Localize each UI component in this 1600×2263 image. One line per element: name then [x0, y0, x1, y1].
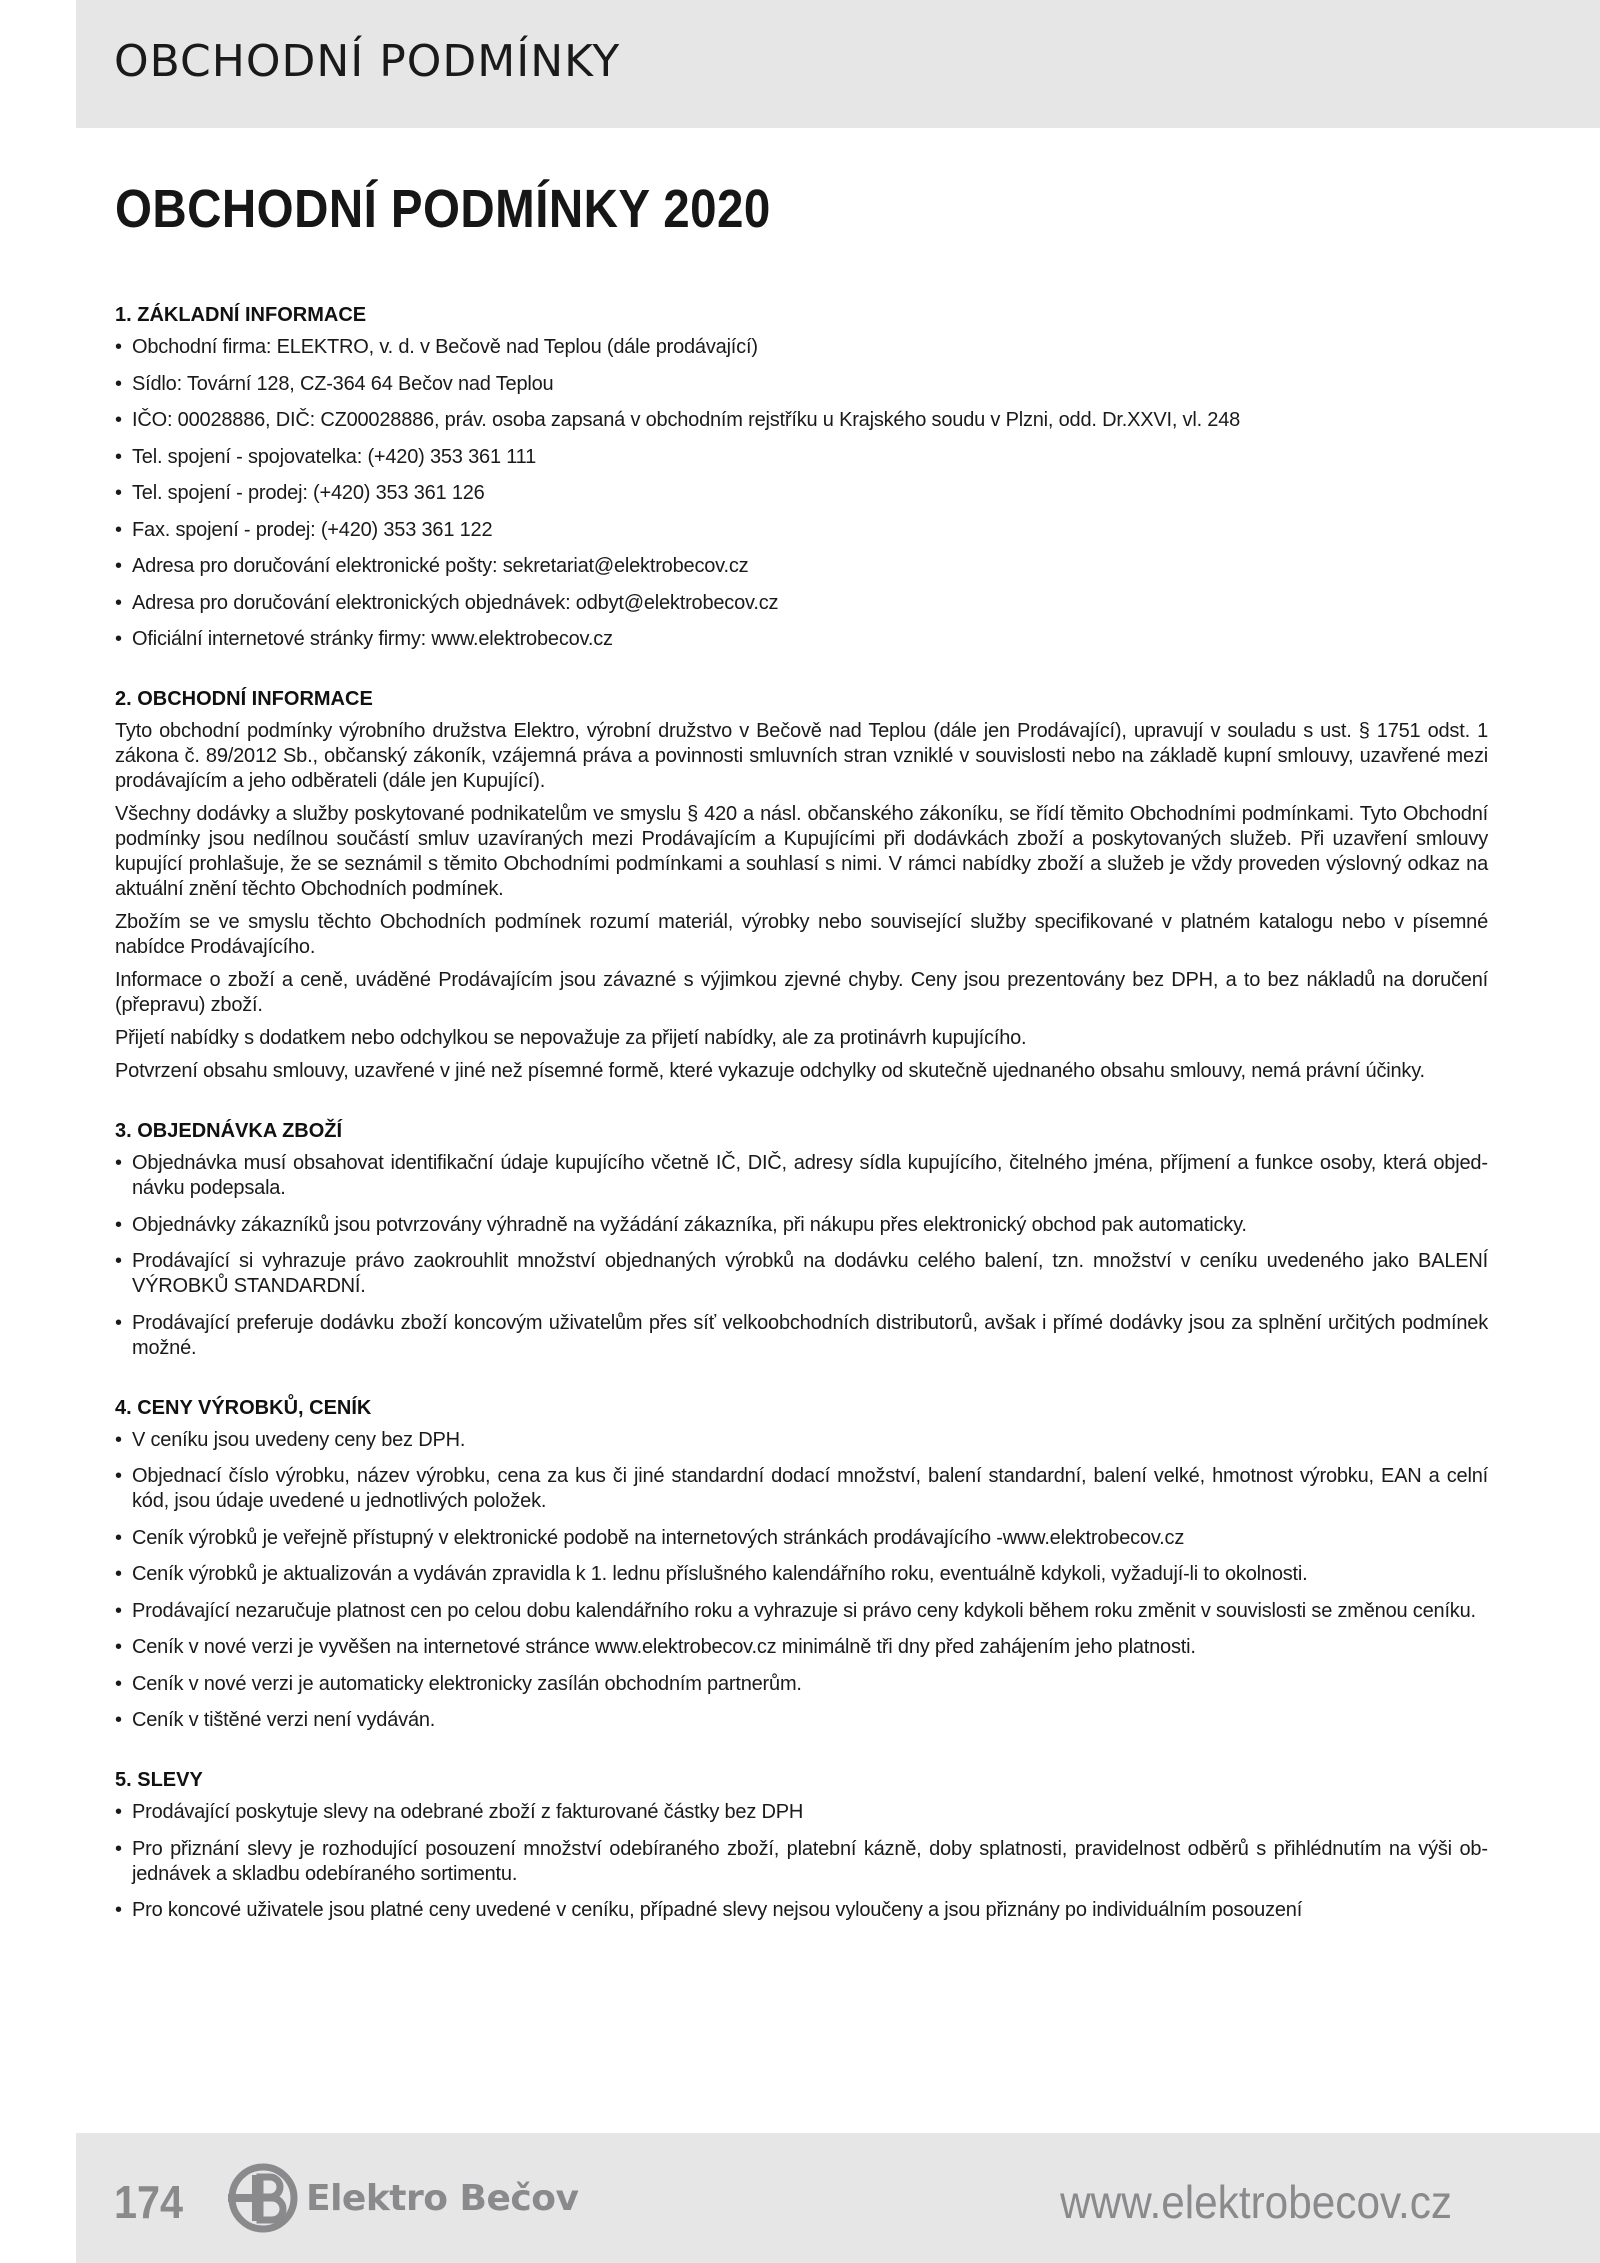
list-item: • V ceníku jsou uvedeny ceny bez DPH. — [115, 1428, 1488, 1453]
section-business-info — [115, 688, 1488, 1084]
bullet-list — [115, 1428, 1488, 1734]
document-title: OBCHODNÍ PODMÍNKY 2020 — [115, 179, 771, 239]
list-item: • Ceník v tištěné verzi není vydáván. — [115, 1708, 1488, 1733]
list-item: • Objednávky zákazníků jsou potvrzovány výhradně na vyžádání zákazníka, při nákupu přes elektronický obchod pak automaticky. — [115, 1213, 1488, 1238]
list-item: • Prodávající poskytuje slevy na odebrané zboží z fakturované částky bez DPH — [115, 1800, 1488, 1825]
list-item: • Sídlo: Tovární 128, CZ-364 64 Bečov nad Teplou — [115, 372, 1488, 397]
list-item: • Ceník v nové verzi je automaticky elektronicky zasílán obchodním partnerům. — [115, 1672, 1488, 1697]
main-content — [115, 178, 1488, 1959]
section-heading: 1. ZÁKLADNÍ INFORMACE — [115, 304, 367, 326]
section-heading: 5. SLEVY — [115, 1769, 203, 1791]
list-item: • Ceník v nové verzi je vyvěšen na internetové stránce www.elektrobecov.cz minimálně tři dny před zahájením jeho platnosti. — [115, 1635, 1488, 1660]
paragraph: Všechny dodávky a služby poskytované podnikatelům ve smyslu § 420 a násl. občanského zákoníku, se řídí těmito Obchodními podmínkami. Tyto Obchodní podmínky jsou nedílnou součástí smluv uzavíraných mezi Prodávajícím a Kupujícími při dodávkách zboží a poskytovaných služeb. Při uzavření smlouvy kupující prohlašuje, že se seznámil s těmito Obchodními podmínkami a souhlasí s nimi. V rámci nabídky zboží a služeb je vždy proveden výslovný odkaz na aktuální znění těchto Obchodních podmínek. — [115, 803, 1488, 900]
section-heading: 3. OBJEDNÁVKA ZBOŽÍ — [115, 1120, 343, 1142]
section-heading: 4. CENY VÝROBKŮ, CENÍK — [115, 1396, 372, 1419]
list-item: • IČO: 00028886, DIČ: CZ00028886, práv. osoba zapsaná v obchodním rejstříku u Krajského soudu v Plzni, odd. Dr.XXVI, vl. 248 — [115, 408, 1488, 433]
list-item: • Ceník výrobků je veřejně přístupný v elektronické podobě na internetových stránkách prodávajícího -www.elektrobecov.cz — [115, 1526, 1488, 1551]
section-basic-info — [115, 304, 1488, 652]
list-item: • Tel. spojení - prodej: (+420) 353 361 126 — [115, 481, 1488, 506]
paragraph: Přijetí nabídky s dodatkem nebo odchylkou se nepovažuje za přijetí nabídky, ale za protinávrh kupujícího. — [115, 1027, 1027, 1049]
list-item: • Pro přiznání slevy je rozhodující posouzení množství odebíraného zboží, platební kázně, doby splatnosti, pravidelnost odběrů s přihlédnutím na výši objednávek a skladbu odebíraného sortimentu. — [115, 1837, 1488, 1887]
list-item: • Objednávka musí obsahovat identifikační údaje kupujícího včetně IČ, DIČ, adresy sídla kupujícího, čitelného jména, příjmení a funkce osoby, která objednávku podepsala. — [115, 1151, 1488, 1201]
company-logo — [226, 2161, 578, 2235]
list-item: • Prodávající preferuje dodávku zboží koncovým uživatelům přes síť velkoobchodních distributorů, avšak i přímé dodávky jsou za splnění určitých podmínek možné. — [115, 1311, 1488, 1361]
list-item: • Oficiální internetové stránky firmy: www.elektrobecov.cz — [115, 627, 1488, 652]
paragraph: Informace o zboží a ceně, uváděné Prodávajícím jsou závazné s výjimkou zjevné chyby. Ceny jsou prezentovány bez DPH, a to bez nákladů na doručení (přepravu) zboží. — [115, 969, 1488, 1016]
paragraph: Zbožím se ve smyslu těchto Obchodních podmínek rozumí materiál, výrobky nebo související služby specifikované v platném katalogu nebo v písemné nabídce Prodávajícího. — [115, 911, 1488, 958]
elektro-becov-logo-icon — [226, 2161, 300, 2235]
page-number: 174 — [114, 2176, 184, 2228]
bullet-list — [115, 1800, 1488, 1923]
paragraph: Potvrzení obsahu smlouvy, uzavřené v jiné než písemné formě, které vykazuje odchylky od skutečně ujednaného obsahu smlouvy, nemá právní účinky. — [115, 1060, 1425, 1082]
list-item: • Adresa pro doručování elektronických objednávek: odbyt@elektrobecov.cz — [115, 591, 1488, 616]
list-item: • Prodávající nezaručuje platnost cen po celou dobu kalendářního roku a vyhrazuje si právo ceny kdykoli během roku změnit v souvislosti se změnou ceníku. — [115, 1599, 1488, 1624]
header-title: OBCHODNÍ PODMÍNKY — [114, 36, 621, 87]
section-discounts — [115, 1769, 1488, 1923]
list-item: • Adresa pro doručování elektronické pošty: sekretariat@elektrobecov.cz — [115, 554, 1488, 579]
list-item: • Objednací číslo výrobku, název výrobku, cena za kus či jiné standardní dodací množství, balení standardní, balení velké, hmotnost výrobku, EAN a celní kód, jsou údaje uvedené u jednotlivých položek. — [115, 1464, 1488, 1514]
list-item: • Prodávající si vyhrazuje právo zaokrouhlit množství objednaných výrobků na dodávku celého balení, tzn. množství v ceníku uvedeného jako BALENÍ VÝROBKŮ STANDARDNÍ. — [115, 1249, 1488, 1299]
header-band — [76, 0, 1600, 128]
list-item: • Ceník výrobků je aktualizován a vydáván zpravidla k 1. lednu příslušného kalendářního roku, eventuálně kdykoli, vyžadují-li to okolnosti. — [115, 1562, 1488, 1587]
paragraph: Tyto obchodní podmínky výrobního družstva Elektro, výrobní družstvo v Bečově nad Teplou (dále jen Prodávající), upravují v souladu s ust. § 1751 odst. 1 zákona č. 89/2012 Sb., občanský zákoník, vzájemná práva a povinnosti smluvních stran vzniklé v souvislosti nebo na základě kupní smlouvy, uzavřené mezi prodávajícím a jeho odběrateli (dále jen Kupující). — [115, 720, 1488, 792]
section-order — [115, 1120, 1488, 1361]
logo-text: Elektro Bečov — [306, 2177, 579, 2219]
bullet-list — [115, 1151, 1488, 1361]
footer-band — [76, 2133, 1600, 2263]
bullet-list — [115, 335, 1488, 652]
list-item: • Fax. spojení - prodej: (+420) 353 361 122 — [115, 518, 1488, 543]
section-heading: 2. OBCHODNÍ INFORMACE — [115, 688, 373, 710]
list-item: • Pro koncové uživatele jsou platné ceny uvedené v ceníku, případné slevy nejsou vyloučeny a jsou přiznány po individuálním posouzení — [115, 1898, 1488, 1923]
section-prices — [115, 1397, 1488, 1734]
list-item: • Tel. spojení - spojovatelka: (+420) 353 361 111 — [115, 445, 1488, 470]
list-item: • Obchodní firma: ELEKTRO, v. d. v Bečově nad Teplou (dále prodávající) — [115, 335, 1488, 360]
website-url: www.elektrobecov.cz — [1059, 2176, 1452, 2228]
